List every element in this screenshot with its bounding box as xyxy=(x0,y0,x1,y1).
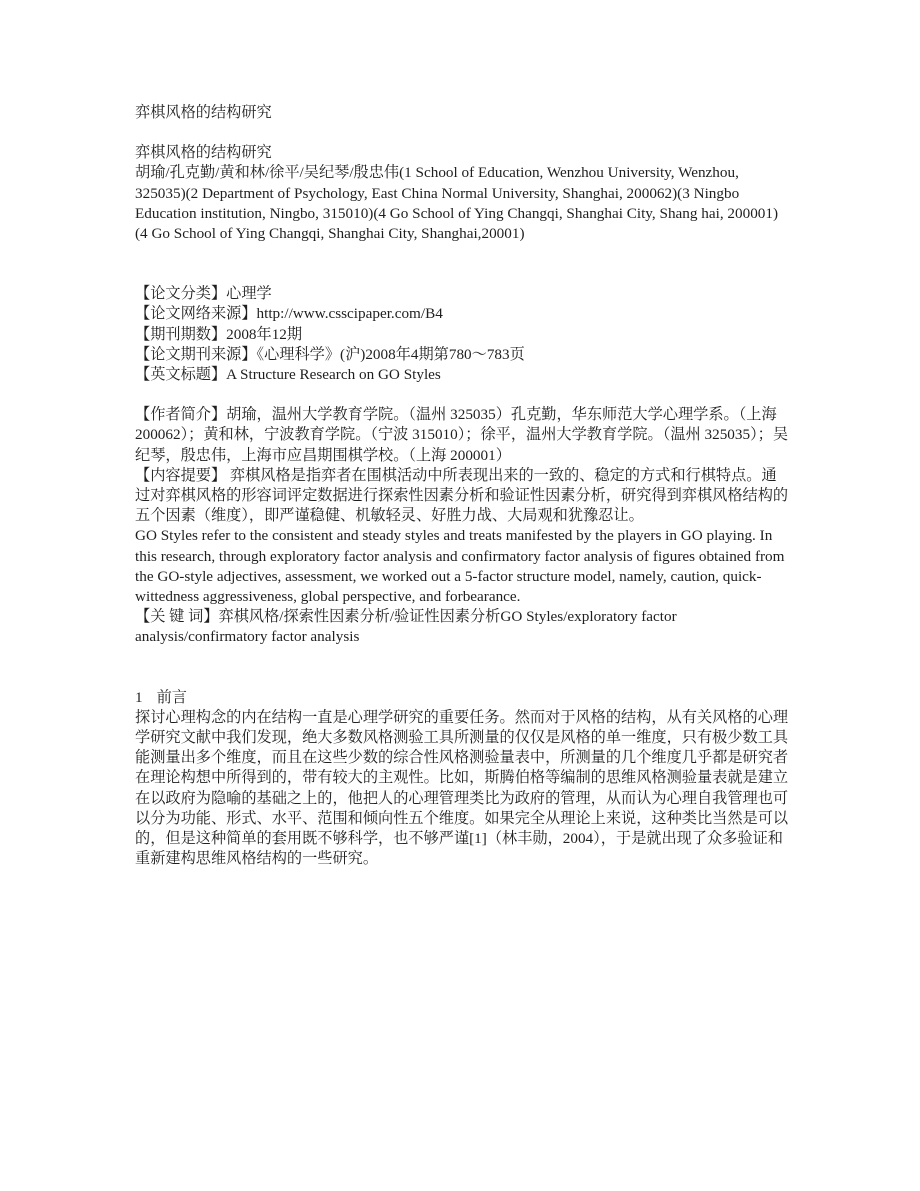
metadata-label-issue: 【期刊期数】 xyxy=(135,325,227,343)
author-bio: 【作者简介】胡瑜，温州大学教育学院。（温州 325035）孔克勤，华东师范大学心理学系。（上海 200062）；黄和林，宁波教育学院。（宁波 315010）；徐平，温州大学教育学院。（温州 325035）；吴纪琴，殷忠伟，上海市应昌期围棋学校。（上海 200001） xyxy=(135,406,789,464)
metadata-value-classification: 心理学 xyxy=(226,285,272,303)
spacer-before-section xyxy=(135,648,790,688)
metadata-block xyxy=(135,284,790,385)
metadata-row-classification xyxy=(135,284,790,304)
section-number: 1 xyxy=(135,688,143,706)
abstract-english: GO Styles refer to the consistent and steady styles and treats manifested by the players in GO playing. In this research, through exploratory factor analysis and confirmatory factor analysis of figures obtained from the GO-style adjectives, assessment, we worked out a 5-factor structure model, namely, caution, quick-wittedness aggressiveness, global perspective, and forbearance. xyxy=(135,527,785,606)
metadata-value-issue: 2008年12期 xyxy=(226,325,303,343)
document-header-title: 弈棋风格的结构研究 xyxy=(135,104,272,121)
metadata-row-web-source xyxy=(135,304,790,324)
metadata-value-journal-source: 《心理科学》(沪)2008年4期第780～783页 xyxy=(256,345,525,363)
spacer-after-metadata xyxy=(135,385,790,405)
metadata-label-english-title: 【英文标题】 xyxy=(135,366,227,384)
metadata-row-journal-source xyxy=(135,345,790,365)
metadata-label-journal-source: 【论文期刊来源】 xyxy=(135,345,257,363)
keywords-line: 【关 键 词】弈棋风格/探索性因素分析/验证性因素分析GO Styles/exploratory factor analysis/confirmatory factor analysis xyxy=(135,608,677,646)
section-title: 前言 xyxy=(156,688,187,706)
spacer-after-authors xyxy=(135,244,790,284)
metadata-row-issue xyxy=(135,325,790,345)
abstract-chinese: 【内容提要】 弈棋风格是指弈者在围棋活动中所表现出来的一致的、稳定的方式和行棋特点。通过对弈棋风格的形容词评定数据进行探索性因素分析和验证性因素分析，研究得到弈棋风格结构的五个因素（维度），即严谨稳健、机敏轻灵、好胜力战、大局观和犹豫忍让。 xyxy=(135,466,789,525)
metadata-row-english-title xyxy=(135,365,790,385)
document-content xyxy=(135,103,790,870)
authors-affiliations: 胡瑜/孔克勤/黄和林/徐平/吴纪琴/殷忠伟(1 School of Education, Wenzhou University, Wenzhou, 325035)(2 Department of Psychology, East China Normal University, Shanghai, 200062)(3 Ningbo Education institution, Ningbo, 315010)(4 Go School of Ying Changqi, Shanghai City, Shang hai, 200001)(4 Go School of Ying Changqi, Shanghai City, Shanghai,20001) xyxy=(135,164,779,243)
page-title: 弈棋风格的结构研究 xyxy=(135,144,272,162)
metadata-label-classification: 【论文分类】 xyxy=(135,285,227,303)
body-paragraph-introduction: 探讨心理构念的内在结构一直是心理学研究的重要任务。然而对于风格的结构，从有关风格的心理学研究文献中我们发现，绝大多数风格测验工具所测量的仅仅是风格的单一维度，只有极少数工具能测量出多个维度，而且在这些少数的综合性风格测验量表中，所测量的几个维度几乎都是研究者在理论构想中所得到的，带有较大的主观性。比如，斯腾伯格等编制的思维风格测验量表就是建立在以政府为隐喻的基础之上的，他把人的心理管理类比为政府的管理，从而认为心理自我管理也可以分为功能、形式、水平、范围和倾向性五个维度。如果完全从理论上来说，这种类比当然是可以的，但是这种简单的套用既不够科学，也不够严谨[1]（林丰勋，2004），于是就出现了众多验证和重新建构思维风格结构的一些研究。 xyxy=(135,708,789,868)
metadata-value-english-title: A Structure Research on GO Styles xyxy=(226,366,441,384)
section-heading-introduction xyxy=(135,688,790,708)
metadata-value-web-source: http://www.csscipaper.com/B4 xyxy=(256,305,443,323)
metadata-label-web-source: 【论文网络来源】 xyxy=(135,305,257,323)
